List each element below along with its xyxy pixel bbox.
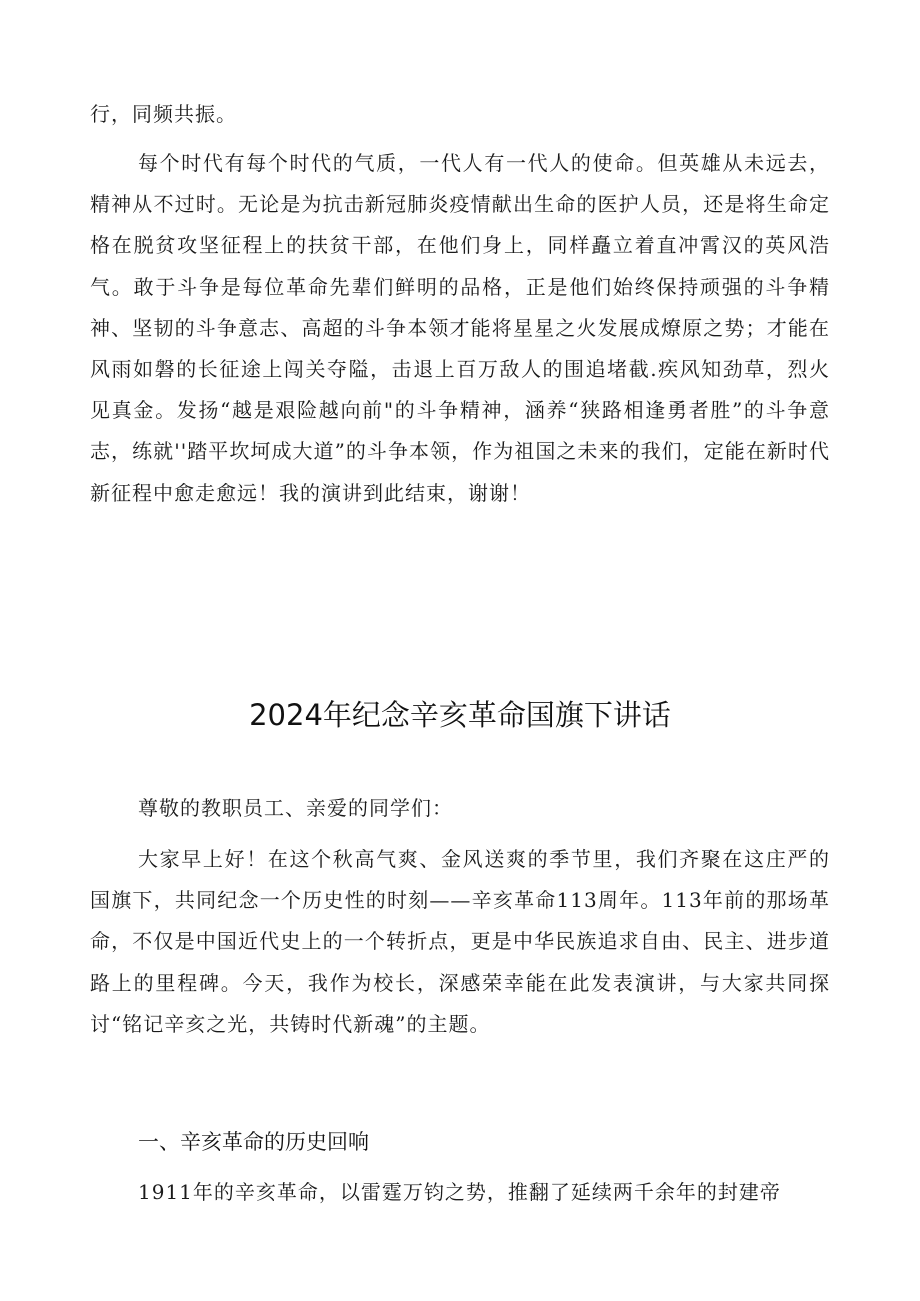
history-paragraph: 1911年的辛亥革命，以雷霆万钧之势，推翻了延续两千余年的封建帝	[138, 1180, 781, 1204]
continuation-text: 行，同频共振。	[90, 102, 237, 126]
document-title: 2024年纪念辛亥革命国旗下讲话	[249, 698, 671, 732]
opening-paragraph: 大家早上好！在这个秋高气爽、金风送爽的季节里，我们齐聚在这庄严的国旗下，共同纪念一个历史性的时刻——辛亥革命113周年。113年前的那场革命，不仅是中国近代史上的一个转折点，更是中华民族追求自由、民主、进步道路上的里程碑。今天，我作为校长，深感荣幸能在此发表演讲，与大家共同探讨“铭记辛亥之光，共铸时代新魂”的主题。	[90, 847, 830, 1036]
greeting-line: 尊敬的教职员工、亲爱的同学们：	[138, 796, 453, 820]
section-heading: 一、辛亥革命的历史回响	[138, 1130, 369, 1154]
closing-paragraph: 每个时代有每个时代的气质，一代人有一代人的使命。但英雄从未远去，精神从不过时。无论是为抗击新冠肺炎疫情献出生命的医护人员，还是将生命定格在脱贫攻坚征程上的扶贫干部，在他们身上，同样矗立着直冲霄汉的英风浩气。敢于斗争是每位革命先辈们鲜明的品格，正是他们始终保持顽强的斗争精神、坚韧的斗争意志、高超的斗争本领才能将星星之火发展成燎原之势；才能在风雨如磐的长征途上闯关夺隘，击退上百万敌人的围追堵截.疾风知劲草，烈火见真金。发扬“越是艰险越向前"的斗争精神，涵养“狭路相逢勇者胜”的斗争意志，练就''踏平坎坷成大道”的斗争本领，作为祖国之未来的我们，定能在新时代新征程中愈走愈远！我的演讲到此结束，谢谢！	[90, 151, 830, 505]
